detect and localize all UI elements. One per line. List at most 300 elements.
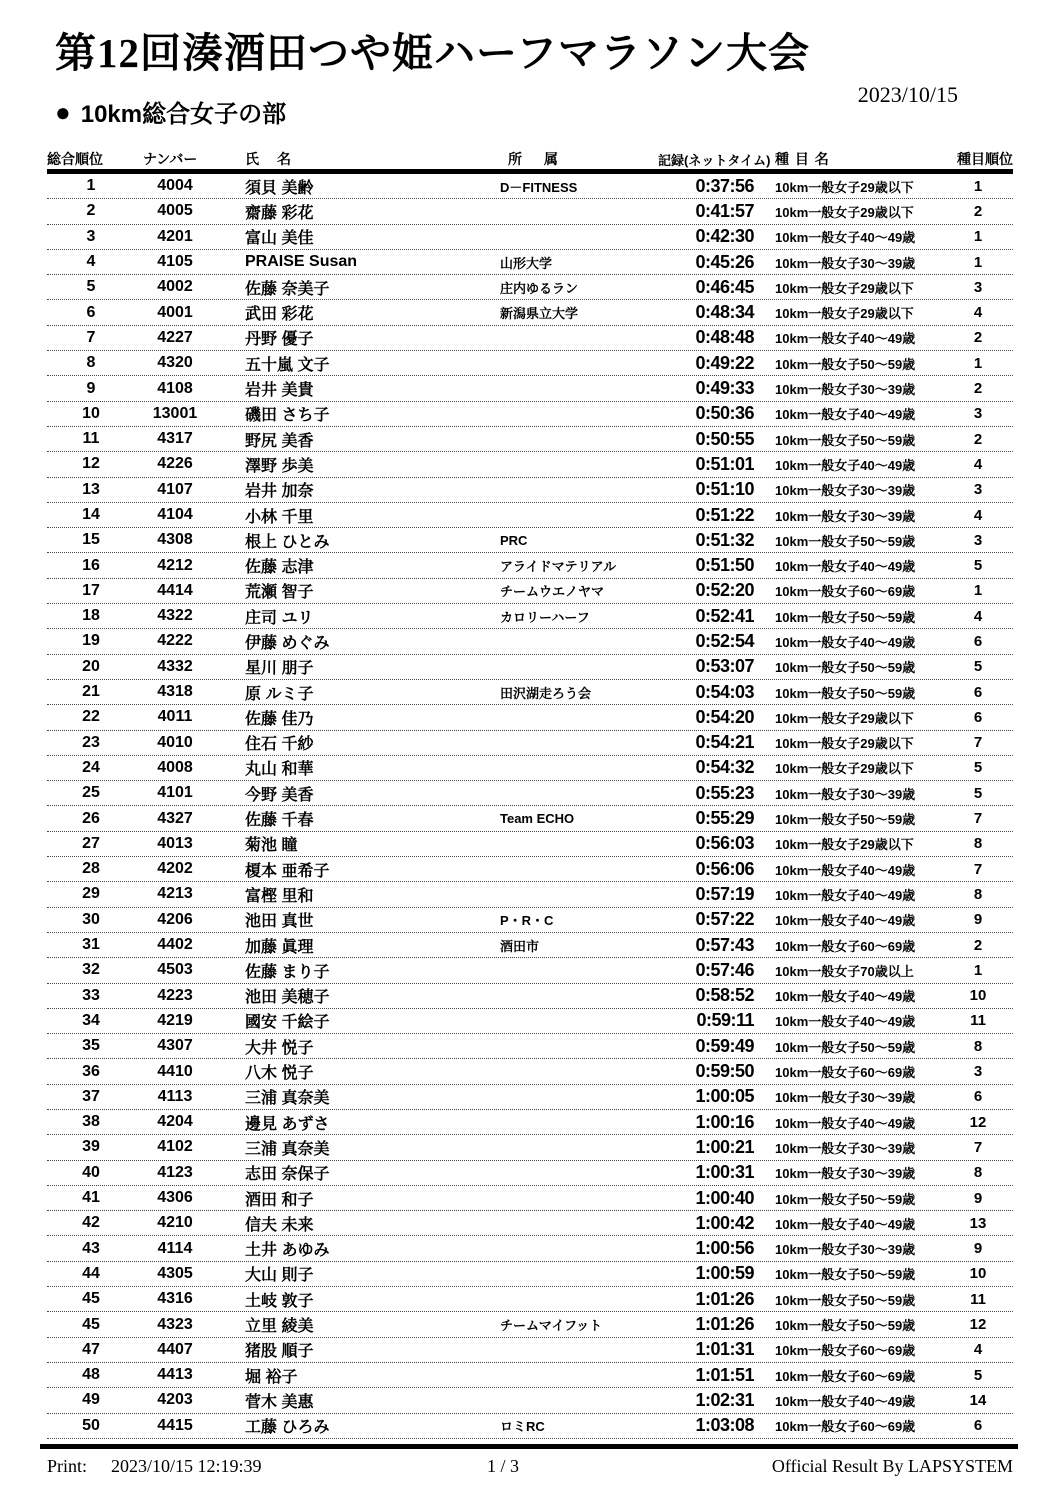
category-rank-value: 5 <box>973 784 983 802</box>
bib-number-value: 4013 <box>157 834 193 852</box>
overall-rank-value: 3 <box>86 227 96 245</box>
section-heading <box>55 94 286 129</box>
table-row <box>47 781 1013 806</box>
category-rank-value: 6 <box>973 1417 983 1435</box>
overall-rank-value: 48 <box>82 1366 100 1384</box>
overall-rank-value: 50 <box>82 1416 100 1434</box>
bib-number-value: 4219 <box>157 1011 193 1029</box>
bib-number-value: 4107 <box>157 480 193 498</box>
category-rank-value: 1 <box>973 253 983 271</box>
category-name-value: 10km一般女子40～49歳 <box>775 887 916 903</box>
runner-name-value: 榎本 亜希子 <box>245 862 330 880</box>
overall-rank-value: 15 <box>82 531 100 549</box>
page-footer <box>47 1456 1013 1477</box>
print-label: Print: <box>47 1456 88 1476</box>
category-name-value: 10km一般女子50～59歳 <box>775 812 916 828</box>
runner-name-value: 伊藤 めぐみ <box>245 634 330 652</box>
category-name-value: 10km一般女子29歳以下 <box>775 204 914 220</box>
runner-name-value: 大山 則子 <box>245 1267 314 1285</box>
affiliation-value: PRC <box>500 532 528 548</box>
overall-rank-value: 24 <box>82 758 100 776</box>
category-name-value: 10km一般女子60～69歳 <box>775 1343 916 1359</box>
runner-name-value: 佐藤 千春 <box>245 812 314 830</box>
runner-name-value: 立里 綾美 <box>245 1318 314 1335</box>
category-name-value: 10km一般女子60～69歳 <box>775 584 916 600</box>
overall-rank-value: 35 <box>82 1037 100 1055</box>
net-time-value: 1:00:31 <box>695 1162 754 1183</box>
net-time-value: 0:57:43 <box>695 934 754 955</box>
table-row <box>47 1186 1013 1211</box>
net-time-value: 0:53:07 <box>695 656 754 677</box>
overall-rank-value: 1 <box>86 177 96 195</box>
category-name-value: 10km一般女子30～39歳 <box>775 786 916 802</box>
net-time-value: 0:54:20 <box>695 706 754 727</box>
overall-rank-value: 30 <box>82 910 100 928</box>
category-name-value: 10km一般女子30～39歳 <box>775 1090 916 1106</box>
category-rank-value: 8 <box>973 1037 983 1055</box>
bib-number-value: 4222 <box>157 632 193 650</box>
affiliation-value: P・R・C <box>500 913 554 929</box>
overall-rank-value: 19 <box>82 632 100 650</box>
affiliation-value: 庄内ゆるラン <box>500 280 579 296</box>
overall-rank-value: 23 <box>82 733 100 751</box>
category-rank-value: 6 <box>973 632 983 650</box>
bib-number-value: 4104 <box>157 506 193 523</box>
results-table <box>47 152 1013 1439</box>
header-category: 種 目 名 <box>775 151 830 167</box>
overall-rank-value: 29 <box>82 885 100 903</box>
affiliation-value: 新潟県立大学 <box>500 306 579 322</box>
net-time-value: 0:59:49 <box>695 1035 754 1056</box>
bib-number-value: 4008 <box>157 758 193 776</box>
overall-rank-value: 4 <box>86 253 96 271</box>
net-time-value: 0:49:33 <box>695 378 754 399</box>
runner-name-value: PRAISE Susan <box>245 253 358 271</box>
category-rank-value: 8 <box>973 1164 983 1182</box>
overall-rank-value: 45 <box>82 1315 100 1333</box>
bib-number-value: 4011 <box>157 708 193 726</box>
table-row <box>47 503 1013 528</box>
category-name-value: 10km一般女子40～49歳 <box>775 559 916 575</box>
net-time-value: 0:51:32 <box>695 529 754 550</box>
bib-number-value: 4305 <box>157 1264 193 1282</box>
bullet-dot-icon: ● <box>55 96 71 127</box>
category-name-value: 10km一般女子50～59歳 <box>775 660 916 676</box>
overall-rank-value: 2 <box>86 202 96 220</box>
table-row <box>47 832 1013 857</box>
runner-name-value: 齋藤 彩花 <box>245 204 314 222</box>
category-rank-value: 12 <box>969 1113 987 1131</box>
table-row <box>47 326 1013 351</box>
table-row <box>47 655 1013 680</box>
category-rank-value: 5 <box>973 1366 983 1384</box>
runner-name-value: 五十嵐 文子 <box>245 356 330 374</box>
bib-number-value: 4402 <box>157 936 193 954</box>
bib-number-value: 4322 <box>157 607 193 625</box>
footer-credit: Official Result By LAPSYSTEM <box>771 1456 1013 1476</box>
runner-name-value: 根上 ひとみ <box>245 533 330 551</box>
bib-number-value: 4332 <box>157 657 193 675</box>
runner-name-value: 三浦 真奈美 <box>245 1140 330 1158</box>
bib-number-value: 4415 <box>157 1416 193 1434</box>
affiliation-value: 酒田市 <box>500 938 540 954</box>
category-rank-value: 2 <box>973 380 983 398</box>
category-name-value: 10km一般女子60～69歳 <box>775 938 916 954</box>
category-rank-value: 6 <box>973 708 983 726</box>
category-name-value: 10km一般女子50～59歳 <box>775 1318 916 1333</box>
category-name-value: 10km一般女子40～49歳 <box>775 989 916 1005</box>
bib-number-value: 4108 <box>157 379 193 397</box>
category-name-value: 10km一般女子29歳以下 <box>775 837 914 853</box>
runner-name-value: 信夫 未来 <box>245 1216 314 1234</box>
bib-number-value: 4002 <box>157 278 193 296</box>
net-time-value: 0:51:10 <box>695 479 754 500</box>
affiliation-value: D－FITNESS <box>500 179 578 195</box>
bib-number-value: 13001 <box>152 404 198 422</box>
category-rank-value: 4 <box>973 1341 983 1359</box>
overall-rank-value: 7 <box>86 328 96 346</box>
net-time-value: 0:46:45 <box>695 276 754 297</box>
runner-name-value: 工藤 ひろみ <box>245 1419 330 1437</box>
net-time-value: 0:56:03 <box>695 833 754 854</box>
overall-rank-value: 28 <box>82 860 100 878</box>
category-rank-value: 12 <box>969 1316 987 1333</box>
table-row <box>47 933 1013 958</box>
bib-number-value: 4320 <box>157 354 193 372</box>
overall-rank-value: 40 <box>82 1163 100 1181</box>
document-date: 2023/10/15 <box>857 82 958 107</box>
category-name-value: 10km一般女子29歳以下 <box>775 306 914 322</box>
table-row <box>47 1236 1013 1261</box>
runner-name-value: 大井 悦子 <box>245 1039 314 1057</box>
table-row <box>47 882 1013 907</box>
runner-name-value: 國安 千絵子 <box>245 1014 330 1032</box>
runner-name-value: 星川 朋子 <box>245 660 314 678</box>
category-rank-value: 2 <box>973 936 983 954</box>
table-row <box>47 1262 1013 1287</box>
category-name-value: 10km一般女子40～49歳 <box>775 1393 916 1409</box>
net-time-value: 1:00:59 <box>695 1263 754 1284</box>
runner-name-value: 武田 彩花 <box>245 306 314 324</box>
footer-divider <box>40 1444 1018 1449</box>
table-row <box>47 629 1013 654</box>
header-number: ナンバー <box>143 151 198 167</box>
overall-rank-value: 45 <box>82 1290 100 1308</box>
header-record: 記録(ネットタイム) <box>658 153 771 168</box>
category-name-value: 10km一般女子70歳以上 <box>775 963 914 979</box>
bib-number-value: 4323 <box>157 1315 193 1333</box>
net-time-value: 0:50:55 <box>695 428 754 449</box>
category-name-value: 10km一般女子29歳以下 <box>775 761 914 777</box>
runner-name-value: 住石 千紗 <box>245 736 314 754</box>
bib-number-value: 4001 <box>157 303 193 321</box>
category-rank-value: 2 <box>973 202 983 220</box>
overall-rank-value: 18 <box>82 607 100 625</box>
bib-number-value: 4113 <box>157 1087 193 1105</box>
bib-number-value: 4307 <box>157 1037 193 1055</box>
runner-name-value: 土岐 敦子 <box>245 1292 314 1310</box>
category-rank-value: 13 <box>969 1214 987 1232</box>
runner-name-value: 佐藤 佳乃 <box>245 710 314 728</box>
category-rank-value: 5 <box>973 658 983 676</box>
category-name-value: 10km一般女子50～59歳 <box>775 533 916 549</box>
table-row <box>47 250 1013 275</box>
table-row <box>47 174 1013 199</box>
net-time-value: 0:54:03 <box>695 681 754 702</box>
overall-rank-value: 20 <box>82 657 100 675</box>
table-row <box>47 225 1013 250</box>
bib-number-value: 4318 <box>157 683 193 701</box>
category-name-value: 10km一般女子50～59歳 <box>775 1191 916 1207</box>
category-name-value: 10km一般女子50～59歳 <box>775 432 916 448</box>
overall-rank-value: 49 <box>82 1391 100 1409</box>
bib-number-value: 4407 <box>157 1340 193 1358</box>
overall-rank-value: 9 <box>86 379 96 397</box>
runner-name-value: 菅木 美惠 <box>245 1393 314 1411</box>
category-name-value: 10km一般女子40～49歳 <box>775 407 916 423</box>
runner-name-value: 志田 奈保子 <box>245 1166 330 1184</box>
page-number: 1 / 3 <box>487 1456 520 1476</box>
net-time-value: 1:00:05 <box>695 1086 754 1107</box>
category-rank-value: 7 <box>973 810 983 828</box>
net-time-value: 1:01:51 <box>695 1364 754 1385</box>
runner-name-value: 原 ルミ子 <box>245 685 314 703</box>
overall-rank-value: 34 <box>82 1011 100 1029</box>
table-row <box>47 275 1013 300</box>
bib-number-value: 4102 <box>157 1138 193 1156</box>
category-name-value: 10km一般女子60～69歳 <box>775 1419 916 1435</box>
overall-rank-value: 32 <box>82 961 100 979</box>
runner-name-value: 菊池 瞳 <box>245 837 298 855</box>
print-info <box>47 1456 262 1477</box>
affiliation-value: Team ECHO <box>500 811 575 827</box>
category-name-value: 10km一般女子30～39歳 <box>775 1140 916 1156</box>
net-time-value: 0:57:46 <box>695 959 754 980</box>
net-time-value: 1:02:31 <box>695 1389 754 1410</box>
affiliation-value: 山形大学 <box>500 255 553 271</box>
category-rank-value: 3 <box>973 481 983 499</box>
category-name-value: 10km一般女子40～49歳 <box>775 1216 916 1232</box>
table-row <box>47 958 1013 983</box>
runner-name-value: 佐藤 まり子 <box>245 963 330 981</box>
table-row <box>47 1009 1013 1034</box>
bib-number-value: 4317 <box>157 430 193 448</box>
net-time-value: 0:55:23 <box>695 782 754 803</box>
bib-number-value: 4503 <box>157 961 193 979</box>
table-row <box>47 528 1013 553</box>
category-name-value: 10km一般女子40～49歳 <box>775 457 916 473</box>
net-time-value: 0:37:56 <box>695 175 754 196</box>
category-name-value: 10km一般女子40～49歳 <box>775 331 916 347</box>
runner-name-value: 野尻 美香 <box>245 432 314 450</box>
runner-name-value: 佐藤 奈美子 <box>245 280 330 298</box>
category-rank-value: 6 <box>973 683 983 701</box>
category-name-value: 10km一般女子50～59歳 <box>775 685 916 701</box>
net-time-value: 0:54:32 <box>695 757 754 778</box>
overall-rank-value: 42 <box>82 1214 100 1232</box>
bib-number-value: 4213 <box>157 885 193 903</box>
bib-number-value: 4203 <box>157 1391 193 1409</box>
runner-name-value: 岩井 美貴 <box>245 382 314 400</box>
category-name-value: 10km一般女子40～49歳 <box>775 862 916 878</box>
table-row <box>47 756 1013 781</box>
category-rank-value: 7 <box>973 860 983 878</box>
header-overall-rank: 総合順位 <box>47 151 103 167</box>
bib-number-value: 4413 <box>157 1366 193 1384</box>
bib-number-value: 4206 <box>157 910 193 928</box>
bib-number-value: 4210 <box>157 1214 193 1232</box>
category-name-value: 10km一般女子40～49歳 <box>775 230 916 246</box>
category-rank-value: 2 <box>973 430 983 448</box>
bib-number-value: 4202 <box>157 860 193 878</box>
runner-name-value: 堀 裕子 <box>245 1368 298 1386</box>
category-name-value: 10km一般女子50～59歳 <box>775 1039 916 1055</box>
table-row <box>47 680 1013 705</box>
bib-number-value: 4005 <box>157 202 193 220</box>
net-time-value: 1:00:21 <box>695 1136 754 1157</box>
runner-name-value: 池田 真世 <box>245 913 314 931</box>
category-name-value: 10km一般女子60～69歳 <box>775 1368 916 1384</box>
table-row <box>47 1338 1013 1363</box>
category-rank-value: 1 <box>973 582 983 600</box>
category-rank-value: 8 <box>973 835 983 853</box>
header-category-rank: 種目順位 <box>957 151 1013 167</box>
overall-rank-value: 5 <box>86 278 96 296</box>
net-time-value: 1:00:42 <box>695 1212 754 1233</box>
category-rank-value: 2 <box>973 329 983 347</box>
overall-rank-value: 16 <box>82 556 100 574</box>
category-rank-value: 1 <box>973 177 983 195</box>
affiliation-value: チームマイフット <box>500 1318 603 1333</box>
category-rank-value: 11 <box>970 1290 986 1308</box>
category-rank-value: 10 <box>969 987 987 1005</box>
category-rank-value: 3 <box>973 531 983 549</box>
table-row <box>47 300 1013 325</box>
table-row <box>47 1034 1013 1059</box>
category-rank-value: 3 <box>973 405 983 423</box>
net-time-value: 1:03:08 <box>695 1415 754 1436</box>
runner-name-value: 池田 美穂子 <box>245 989 330 1007</box>
table-row <box>47 1211 1013 1236</box>
category-rank-value: 4 <box>973 607 983 625</box>
bib-number-value: 4114 <box>157 1239 193 1257</box>
net-time-value: 1:01:26 <box>695 1288 754 1309</box>
category-name-value: 10km一般女子40～49歳 <box>775 1014 916 1030</box>
runner-name-value: 荒瀬 智子 <box>245 584 314 602</box>
runner-name-value: 三浦 真奈美 <box>245 1090 330 1108</box>
net-time-value: 1:00:40 <box>695 1187 754 1208</box>
category-name-value: 10km一般女子40～49歳 <box>775 1115 916 1131</box>
net-time-value: 1:01:31 <box>695 1339 754 1360</box>
table-row <box>47 199 1013 224</box>
table-row <box>47 351 1013 376</box>
header-affiliation: 所 属 <box>508 151 562 167</box>
bib-number-value: 4105 <box>157 253 193 271</box>
category-name-value: 10km一般女子29歳以下 <box>775 710 914 726</box>
runner-name-value: 猪股 順子 <box>245 1343 314 1361</box>
runner-name-value: 磯田 さち子 <box>245 407 330 425</box>
runner-name-value: 邊見 あずさ <box>245 1115 330 1133</box>
category-rank-value: 11 <box>970 1012 986 1030</box>
category-name-value: 10km一般女子50～59歳 <box>775 1267 916 1283</box>
runner-name-value: 岩井 加奈 <box>245 483 314 501</box>
runner-name-value: 丹野 優子 <box>245 331 314 349</box>
table-row <box>47 1085 1013 1110</box>
category-rank-value: 1 <box>973 228 983 246</box>
bib-number-value: 4226 <box>157 455 193 473</box>
overall-rank-value: 33 <box>82 986 100 1004</box>
overall-rank-value: 10 <box>82 404 100 422</box>
table-row <box>47 452 1013 477</box>
bib-number-value: 4010 <box>157 733 193 751</box>
overall-rank-value: 37 <box>82 1087 100 1105</box>
net-time-value: 0:42:30 <box>695 226 754 247</box>
net-time-value: 1:00:56 <box>695 1238 754 1259</box>
net-time-value: 0:57:19 <box>695 883 754 904</box>
overall-rank-value: 6 <box>86 303 96 321</box>
net-time-value: 0:50:36 <box>695 403 754 424</box>
category-name-value: 10km一般女子50～59歳 <box>775 356 916 372</box>
category-rank-value: 5 <box>973 557 983 575</box>
overall-rank-value: 47 <box>82 1340 100 1358</box>
net-time-value: 0:58:52 <box>695 985 754 1006</box>
runner-name-value: 八木 悦子 <box>245 1065 314 1083</box>
runner-name-value: 丸山 和華 <box>245 761 314 779</box>
table-row <box>47 1414 1013 1439</box>
bib-number-value: 4212 <box>157 556 193 574</box>
overall-rank-value: 8 <box>86 354 96 372</box>
overall-rank-value: 44 <box>82 1264 100 1282</box>
category-rank-value: 4 <box>973 455 983 473</box>
category-rank-value: 4 <box>973 506 983 524</box>
bib-number-value: 4308 <box>157 531 193 549</box>
overall-rank-value: 41 <box>82 1189 100 1207</box>
category-rank-value: 5 <box>973 759 983 777</box>
runner-name-value: 小林 千里 <box>245 508 314 526</box>
table-row <box>47 1287 1013 1312</box>
net-time-value: 0:59:11 <box>696 1010 754 1031</box>
bib-number-value: 4223 <box>157 986 193 1004</box>
overall-rank-value: 14 <box>82 506 100 523</box>
category-name-value: 10km一般女子29歳以下 <box>775 736 914 752</box>
category-rank-value: 10 <box>969 1265 987 1283</box>
table-row <box>47 376 1013 401</box>
net-time-value: 0:48:34 <box>695 302 754 323</box>
overall-rank-value: 38 <box>82 1113 100 1131</box>
results-body <box>47 174 1013 1439</box>
category-rank-value: 8 <box>973 885 983 903</box>
runner-name-value: 澤野 歩美 <box>245 457 314 475</box>
table-row <box>47 731 1013 756</box>
table-row <box>47 427 1013 452</box>
category-rank-value: 1 <box>973 961 983 979</box>
overall-rank-value: 12 <box>82 455 100 473</box>
overall-rank-value: 22 <box>82 708 100 726</box>
table-row <box>47 1110 1013 1135</box>
table-row <box>47 857 1013 882</box>
net-time-value: 0:51:22 <box>695 504 754 525</box>
section-label: 10km総合女子の部 <box>80 101 287 128</box>
net-time-value: 0:48:48 <box>695 327 754 348</box>
category-name-value: 10km一般女子29歳以下 <box>775 280 914 296</box>
category-name-value: 10km一般女子30～39歳 <box>775 382 916 398</box>
affiliation-value: アライドマテリアル <box>500 559 617 575</box>
runner-name-value: 庄司 ユリ <box>245 609 314 627</box>
runner-name-value: 今野 美香 <box>245 786 314 804</box>
runner-name-value: 富樫 里和 <box>245 887 314 905</box>
net-time-value: 0:51:01 <box>695 453 754 474</box>
overall-rank-value: 36 <box>82 1062 100 1080</box>
